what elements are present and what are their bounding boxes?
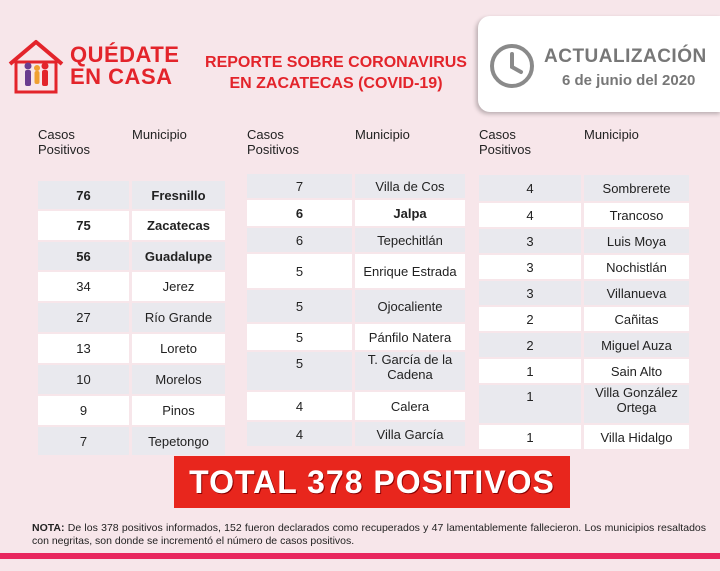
header-cases: Casos Positivos: [38, 127, 91, 157]
table-row: [38, 365, 228, 394]
table-row: [479, 333, 689, 357]
table-row: [479, 359, 689, 383]
table-row: [38, 303, 228, 332]
cases-cell: 6: [247, 228, 352, 252]
table-row: [247, 392, 465, 420]
header-cases: Casos Positivos: [479, 127, 532, 157]
table-row: [479, 281, 689, 305]
municipality-cell: Pinos: [132, 396, 225, 425]
municipality-cell: Morelos: [132, 365, 225, 394]
cases-cell: 5: [247, 352, 352, 390]
table-row: [479, 203, 689, 227]
cases-cell: 5: [247, 324, 352, 350]
municipality-cell: Jalpa: [355, 200, 465, 226]
cases-cell: 3: [479, 281, 581, 305]
municipality-cell: Villa Hidalgo: [584, 425, 689, 449]
brand-line-1: QUÉDATE: [70, 42, 180, 67]
municipality-cell: Enrique Estrada: [355, 254, 465, 288]
municipality-cell: Calera: [355, 392, 465, 420]
cases-cell: 1: [479, 385, 581, 423]
municipality-cell: Villa González Ortega: [584, 385, 689, 423]
municipality-cell: Villanueva: [584, 281, 689, 305]
cases-cell: 27: [38, 303, 129, 332]
table-row: [247, 254, 465, 288]
municipality-cell: Cañitas: [584, 307, 689, 331]
update-date: 6 de junio del 2020: [562, 72, 696, 89]
header-municipality: Municipio: [132, 127, 187, 142]
municipality-cell: Sombrerete: [584, 175, 689, 201]
table-row: [247, 290, 465, 322]
municipality-cell: Zacatecas: [132, 211, 225, 240]
municipality-cell: Tepetongo: [132, 427, 225, 455]
table-row: [479, 255, 689, 279]
municipality-cell: T. García de la Cadena: [355, 352, 465, 390]
cases-cell: 1: [479, 359, 581, 383]
table-row: [38, 181, 228, 209]
cases-cell: 3: [479, 229, 581, 253]
cases-cell: 10: [38, 365, 129, 394]
table-row: [479, 385, 689, 423]
table-row: [479, 307, 689, 331]
footnote-label: NOTA:: [32, 522, 65, 534]
cases-cell: 2: [479, 333, 581, 357]
header-municipality: Municipio: [355, 127, 410, 142]
cases-cell: 4: [479, 203, 581, 227]
footnote: [32, 522, 706, 548]
municipality-cell: Río Grande: [132, 303, 225, 332]
report-title: [190, 52, 482, 94]
table-row: [38, 211, 228, 240]
cases-cell: 9: [38, 396, 129, 425]
report-line-2: EN ZACATECAS (COVID-19): [229, 75, 443, 92]
update-title: ACTUALIZACIÓN: [544, 46, 707, 67]
municipality-cell: Loreto: [132, 334, 225, 363]
cases-cell: 34: [38, 272, 129, 301]
municipality-cell: Guadalupe: [132, 242, 225, 270]
cases-cell: 56: [38, 242, 129, 270]
municipality-cell: Sain Alto: [584, 359, 689, 383]
bottom-bar: [0, 553, 720, 559]
header-municipality: Municipio: [584, 127, 639, 142]
cases-cell: 75: [38, 211, 129, 240]
table-row: [247, 422, 465, 446]
table-header: [479, 127, 689, 171]
table-row: [247, 200, 465, 226]
house-family-icon: [6, 36, 66, 96]
municipality-cell: Trancoso: [584, 203, 689, 227]
cases-cell: 13: [38, 334, 129, 363]
cases-table-3: [479, 127, 689, 451]
cases-table-2: [247, 127, 465, 448]
update-box: [478, 16, 720, 112]
municipality-cell: Tepechitlán: [355, 228, 465, 252]
table-row: [38, 242, 228, 270]
cases-cell: 4: [247, 422, 352, 446]
cases-cell: 4: [479, 175, 581, 201]
brand-line-2: EN CASA: [70, 64, 173, 89]
municipality-cell: Pánfilo Natera: [355, 324, 465, 350]
total-banner: TOTAL 378 POSITIVOS: [174, 456, 570, 508]
municipality-cell: Ojocaliente: [355, 290, 465, 322]
table-row: [38, 334, 228, 363]
table-row: [479, 229, 689, 253]
cases-cell: 4: [247, 392, 352, 420]
table-row: [247, 324, 465, 350]
clock-icon: [488, 42, 536, 90]
cases-cell: 5: [247, 254, 352, 288]
report-line-1: REPORTE SOBRE CORONAVIRUS: [205, 54, 467, 71]
table-row: [38, 396, 228, 425]
cases-cell: 2: [479, 307, 581, 331]
footnote-text: De los 378 positivos informados, 152 fueron declarados como recuperados y 47 lamentablemente fallecieron. Los municipios resaltados con negritas, son donde se incrementó el número de casos positivos.: [32, 522, 706, 547]
table-row: [479, 425, 689, 449]
municipality-cell: Miguel Auza: [584, 333, 689, 357]
table-row: [38, 272, 228, 301]
table-header: [247, 127, 465, 171]
cases-cell: 6: [247, 200, 352, 226]
cases-cell: 1: [479, 425, 581, 449]
municipality-cell: Fresnillo: [132, 181, 225, 209]
table-row: [38, 427, 228, 455]
header-cases: Casos Positivos: [247, 127, 300, 157]
table-row: [247, 352, 465, 390]
cases-cell: 3: [479, 255, 581, 279]
table-row: [247, 174, 465, 198]
table-row: [247, 228, 465, 252]
cases-cell: 5: [247, 290, 352, 322]
table-header: [38, 127, 228, 177]
table-row: [479, 175, 689, 201]
municipality-cell: Nochistlán: [584, 255, 689, 279]
cases-cell: 76: [38, 181, 129, 209]
cases-cell: 7: [38, 427, 129, 455]
municipality-cell: Jerez: [132, 272, 225, 301]
cases-table-1: [38, 127, 228, 457]
municipality-cell: Villa García: [355, 422, 465, 446]
brand-title: [70, 44, 179, 88]
cases-cell: 7: [247, 174, 352, 198]
municipality-cell: Luis Moya: [584, 229, 689, 253]
municipality-cell: Villa de Cos: [355, 174, 465, 198]
